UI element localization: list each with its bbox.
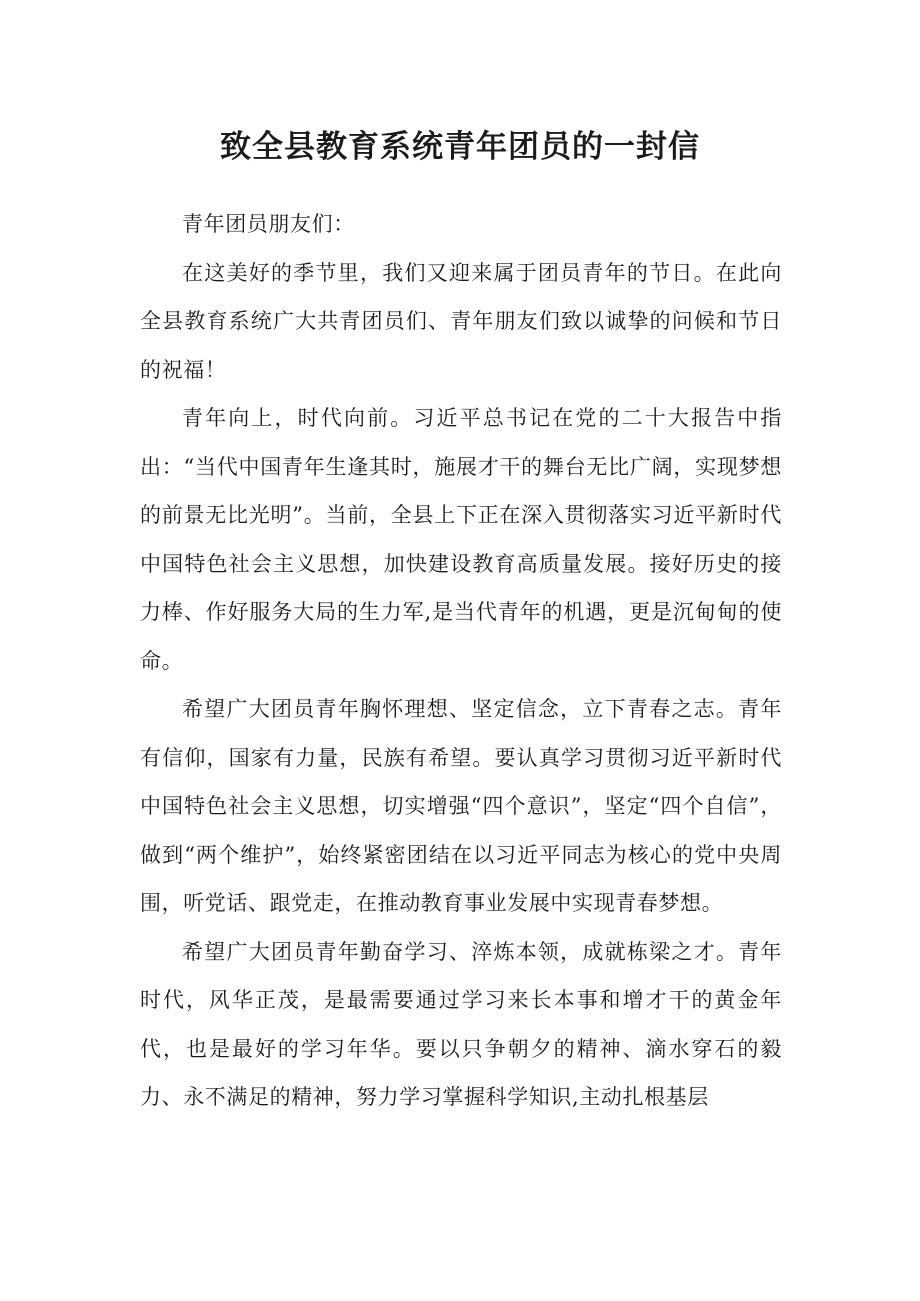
paragraph-era: 青年向上，时代向前。习近平总书记在党的二十大报告中指出：“当代中国青年生逢其时，施展才干的舞台无比广阔，实现梦想的前景无比光明”。当前，全县上下正在深入贯彻落实习近平新时代中国特色社会主义思想，加快建设教育高质量发展。接好历史的接力棒、作好服务大局的生力军,是当代青年的机遇，更是沉甸甸的使命。 <box>140 406 782 673</box>
paragraph-greeting: 在这美好的季节里，我们又迎来属于团员青年的节日。在此向全县教育系统广大共青团员们、青年朋友们致以诚挚的问候和节日的祝福！ <box>140 260 782 382</box>
paragraph-ideals: 希望广大团员青年胸怀理想、坚定信念，立下青春之志。青年有信仰，国家有力量，民族有希望。要认真学习贯彻习近平新时代中国特色社会主义思想，切实增强“四个意识”，坚定“四个自信”，做到“两个维护”，始终紧密团结在以习近平同志为核心的党中央周围，听党话、跟党走，在推动教育事业发展中实现青春梦想。 <box>140 697 782 915</box>
salutation: 青年团员朋友们： <box>182 212 355 236</box>
letter-body <box>140 200 782 1122</box>
paragraph-study: 希望广大团员青年勤奋学习、淬炼本领，成就栋梁之才。青年时代，风华正茂，是最需要通过学习来长本事和增才干的黄金年代，也是最好的学习年华。要以只争朝夕的精神、滴水穿石的毅力、永不满足的精神，努力学习掌握科学知识,主动扎根基层 <box>140 939 782 1109</box>
document-title: 致全县教育系统青年团员的一封信 <box>220 129 700 165</box>
